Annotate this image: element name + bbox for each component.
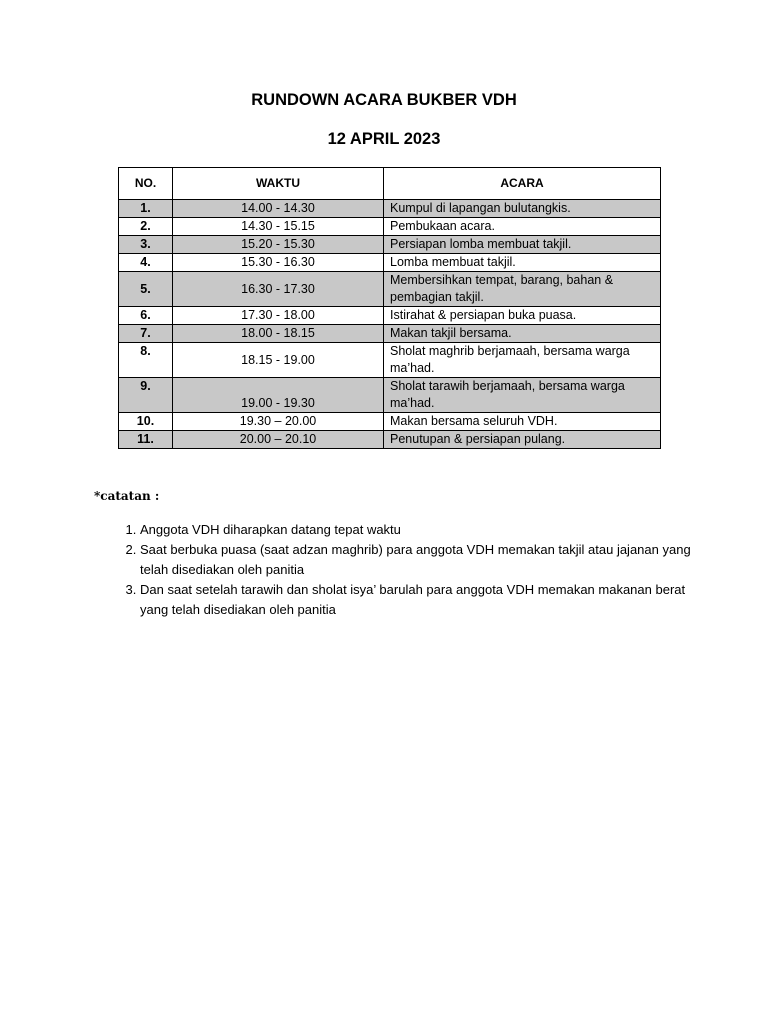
- table-row: [119, 272, 661, 307]
- header-no: NO.: [119, 168, 173, 200]
- row-waktu: 20.00 – 20.10: [173, 431, 384, 449]
- row-no: 3.: [119, 236, 173, 254]
- note-item: 1. Anggota VDH diharapkan datang tepat waktu: [140, 520, 700, 540]
- notes-list: [96, 520, 700, 620]
- row-acara: Penutupan & persiapan pulang.: [384, 431, 661, 449]
- row-acara: Kumpul di lapangan bulutangkis.: [384, 200, 661, 218]
- row-acara: Sholat tarawih berjamaah, bersama warga ma’had.: [384, 378, 661, 413]
- row-acara: Pembukaan acara.: [384, 218, 661, 236]
- table-row: [119, 431, 661, 449]
- table-row: [119, 343, 661, 378]
- row-no: 7.: [119, 325, 173, 343]
- row-no: 11.: [119, 431, 173, 449]
- row-no: 10.: [119, 413, 173, 431]
- note-item: 3. Dan saat setelah tarawih dan sholat isya’ barulah para anggota VDH memakan makanan berat yang telah disediakan oleh panitia: [140, 580, 700, 620]
- row-no: 8.: [119, 343, 173, 378]
- row-waktu: 15.30 - 16.30: [173, 254, 384, 272]
- row-waktu: 14.00 - 14.30: [173, 200, 384, 218]
- row-acara: Makan takjil bersama.: [384, 325, 661, 343]
- row-acara: Lomba membuat takjil.: [384, 254, 661, 272]
- document-date: 12 APRIL 2023: [327, 130, 441, 148]
- row-waktu: 15.20 - 15.30: [173, 236, 384, 254]
- row-acara: Persiapan lomba membuat takjil.: [384, 236, 661, 254]
- row-waktu: 14.30 - 15.15: [173, 218, 384, 236]
- table-row: [119, 307, 661, 325]
- row-waktu: 16.30 - 17.30: [173, 272, 384, 307]
- row-no: 6.: [119, 307, 173, 325]
- header-acara: ACARA: [384, 168, 661, 200]
- row-waktu: 18.00 - 18.15: [173, 325, 384, 343]
- row-acara: Sholat maghrib berjamaah, bersama warga ma’had.: [384, 343, 661, 378]
- row-no: 9.: [119, 378, 173, 413]
- table-row: [119, 413, 661, 431]
- rundown-table: [118, 167, 661, 449]
- table-header-row: [119, 168, 661, 200]
- row-waktu: 19.30 – 20.00: [173, 413, 384, 431]
- note-item: 2. Saat berbuka puasa (saat adzan maghrib) para anggota VDH memakan takjil atau jajanan yang telah disediakan oleh panitia: [140, 540, 700, 580]
- table-row: [119, 378, 661, 413]
- table-row: [119, 325, 661, 343]
- table-row: [119, 236, 661, 254]
- row-no: 4.: [119, 254, 173, 272]
- header-waktu: WAKTU: [173, 168, 384, 200]
- row-waktu: 19.00 - 19.30: [173, 378, 384, 413]
- row-acara: Makan bersama seluruh VDH.: [384, 413, 661, 431]
- table-row: [119, 218, 661, 236]
- row-acara: Membersihkan tempat, barang, bahan & pembagian takjil.: [384, 272, 661, 307]
- notes-title: *catatan :: [94, 489, 160, 503]
- row-no: 1.: [119, 200, 173, 218]
- row-waktu: 18.15 - 19.00: [173, 343, 384, 378]
- row-waktu: 17.30 - 18.00: [173, 307, 384, 325]
- row-acara: Istirahat & persiapan buka puasa.: [384, 307, 661, 325]
- row-no: 2.: [119, 218, 173, 236]
- row-no: 5.: [119, 272, 173, 307]
- table-row: [119, 200, 661, 218]
- table-row: [119, 254, 661, 272]
- document-title: RUNDOWN ACARA BUKBER VDH: [251, 91, 517, 109]
